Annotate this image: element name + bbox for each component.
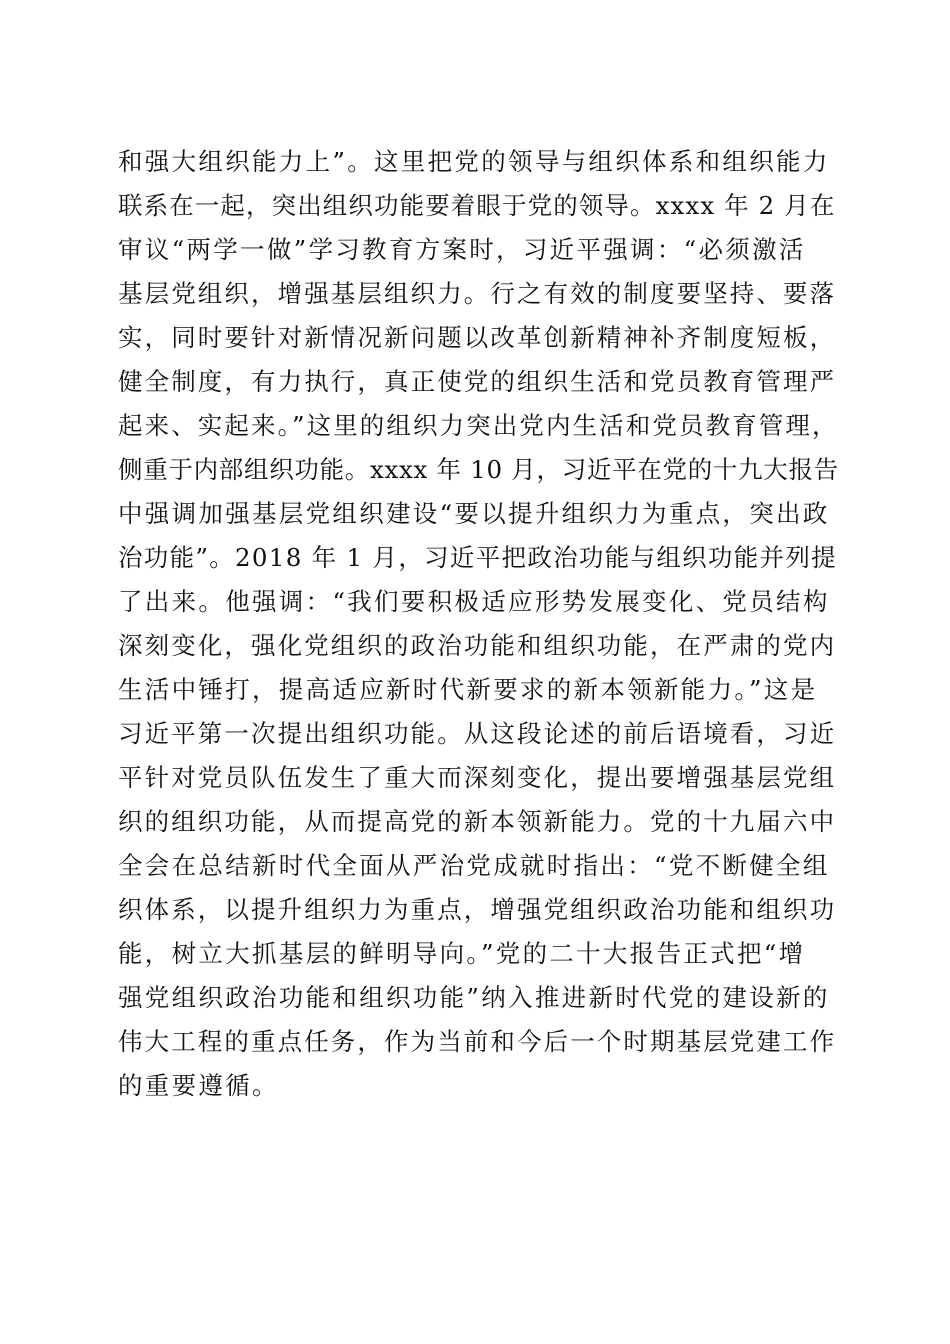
text-line: 起来、实起来。”这里的组织力突出党内生活和党员教育管理， [118, 411, 839, 440]
text-line: 能，树立大抓基层的鲜明导向。”党的二十大报告正式把“增 [118, 939, 806, 968]
text-line: 的重要遵循。 [118, 1071, 279, 1100]
text-line: 中强调加强基层党组织建设“要以提升组织力为重点，突出政 [118, 499, 830, 528]
text-line: 审议“两学一做”学习教育方案时，习近平强调：“必须激活 [118, 235, 806, 264]
text-line: 平针对党员队伍发生了重大而深刻变化，提出要增强基层党组 [118, 763, 837, 792]
text-line: 了出来。他强调：“我们要积极适应形势发展变化、党员结构 [118, 587, 830, 616]
text-line: 织的组织功能，从而提高党的新本领新能力。党的十九届六中 [118, 807, 837, 836]
text-line: 联系在一起，突出组织功能要着眼于党的领导。xxxx 年 2 月在 [118, 191, 836, 220]
text-line: 和强大组织能力上”。这里把党的领导与组织体系和组织能力 [118, 147, 830, 176]
text-line: 伟大工程的重点任务，作为当前和今后一个时期基层党建工作 [118, 1027, 837, 1056]
body-paragraph [118, 140, 838, 1108]
text-line: 强党组织政治功能和组织功能”纳入推进新时代党的建设新的 [118, 983, 830, 1012]
text-line: 全会在总结新时代全面从严治党成就时指出：“党不断健全组 [118, 851, 830, 880]
text-line: 织体系，以提升组织力为重点，增强党组织政治功能和组织功 [118, 895, 837, 924]
text-line: 实，同时要针对新情况新问题以改革创新精神补齐制度短板， [118, 323, 837, 352]
text-line: 习近平第一次提出组织功能。从这段论述的前后语境看，习近 [118, 719, 837, 748]
text-line: 侧重于内部组织功能。xxxx 年 10 月，习近平在党的十九大报告 [118, 455, 839, 484]
text-line: 治功能”。2018 年 1 月，习近平把政治功能与组织功能并列提 [118, 543, 837, 572]
text-line: 深刻变化，强化党组织的政治功能和组织功能，在严肃的党内 [118, 631, 837, 660]
text-line: 生活中锤打，提高适应新时代新要求的新本领新能力。”这是 [118, 675, 818, 704]
text-line: 健全制度，有力执行，真正使党的组织生活和党员教育管理严 [118, 367, 837, 396]
text-line: 基层党组织，增强基层组织力。行之有效的制度要坚持、要落 [118, 279, 837, 308]
